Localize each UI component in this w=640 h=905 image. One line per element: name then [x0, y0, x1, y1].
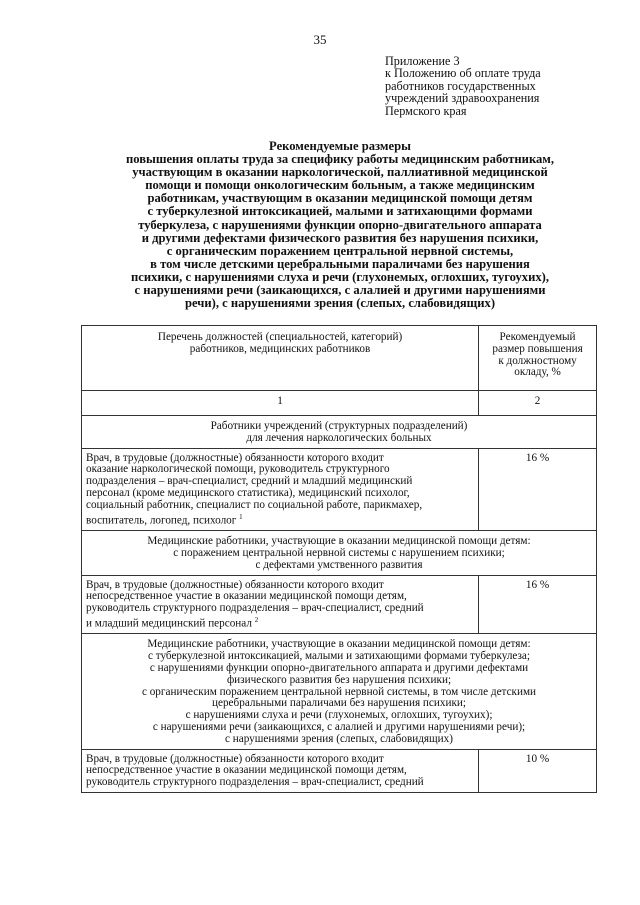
- section-line: с нарушениями слуха и речи (глухонемых, оглохших, тугоухих);: [185, 709, 493, 722]
- section-line: с поражением центральной нервной системы с нарушением психики;: [173, 546, 505, 559]
- appendix-line: работников государственных: [385, 78, 536, 93]
- page-number: 35: [313, 32, 327, 47]
- section-heading: [82, 634, 597, 749]
- header-rate-cell: [479, 326, 597, 391]
- section-line: церебральными параличами без нарушения психики;: [212, 697, 466, 710]
- appendix-line: Пермского края: [385, 103, 467, 118]
- header-line: к должностному: [498, 354, 577, 367]
- title-line: с нарушениями речи (заикающихся, с алалией и другими нарушениями: [134, 283, 546, 298]
- section-line: с дефектами умственного развития: [255, 558, 423, 571]
- position-cell: [82, 448, 479, 531]
- row-line: социальный работник, специалист по социальной работе, парикмахер,: [86, 498, 423, 511]
- header-line: Рекомендуемый: [499, 331, 576, 343]
- title-line: с туберкулезной интоксикацией, малыми и затихающими формами: [147, 204, 533, 219]
- row-line: оказание наркологической помощи, руководитель структурного: [86, 463, 390, 476]
- section-line: Медицинские работники, участвующие в оказании медицинской помощи детям:: [147, 535, 531, 548]
- section-line: с нарушениями речи (заикающихся, с алалией и другими нарушениями речи);: [152, 721, 526, 733]
- section-line: с нарушениями зрения (слепых, слабовидящих): [225, 732, 453, 745]
- header-line: окладу, %: [514, 366, 561, 379]
- header-line: Перечень должностей (специальностей, категорий): [157, 331, 403, 343]
- footnote-mark: 1: [239, 512, 243, 521]
- section-line: с туберкулезной интоксикацией, малыми и затихающими формами туберкулеза;: [147, 650, 531, 663]
- row-text: воспитатель, логопед, психолог: [86, 514, 237, 527]
- section-heading: [82, 531, 597, 575]
- title-line: с органическим поражением центральной нервной системы,: [166, 243, 514, 258]
- title-line: помощи и помощи онкологическим больным, а также медицинским: [145, 178, 535, 193]
- appendix-line: Приложение 3: [385, 54, 460, 68]
- column-numbers-row: [82, 391, 597, 416]
- footnote-mark: 2: [254, 615, 259, 624]
- appendix-line: к Положению об оплате труда: [385, 66, 541, 81]
- row-line: подразделения – врач-специалист, средний и младший медицинский: [86, 475, 413, 488]
- row-line: руководитель структурного подразделения – врач-специалист, средний: [86, 602, 424, 615]
- column-number: 1: [82, 391, 479, 416]
- row-line: руководитель структурного подразделения – врач-специалист, средний: [86, 776, 424, 789]
- section-line: Медицинские работники, участвующие в оказании медицинской помощи детям:: [147, 638, 531, 651]
- section-line: для лечения наркологических больных: [246, 431, 432, 444]
- header-line: размер повышения: [492, 342, 583, 355]
- table-header-row: [82, 326, 597, 391]
- table-row: [82, 749, 597, 792]
- section-row: [82, 634, 597, 749]
- section-line: физического развития без нарушения психики;: [226, 673, 452, 686]
- title-line: туберкулеза, с нарушениями функции опорно-двигательного аппарата: [138, 217, 542, 232]
- column-number: 2: [479, 391, 597, 416]
- rate-cell: 10 %: [479, 749, 597, 792]
- rates-table: [81, 325, 597, 793]
- rate-cell: 16 %: [479, 575, 597, 634]
- section-heading: [82, 416, 597, 449]
- section-row: [82, 531, 597, 575]
- row-text: и младший медицинский персонал: [86, 617, 252, 630]
- title-line: повышения оплаты труда за специфику работы медицинским работникам,: [125, 152, 555, 167]
- rate-cell: 16 %: [479, 448, 597, 531]
- row-line: непосредственное участие в оказании медицинской помощи детям,: [86, 764, 407, 777]
- title-line: речи), с нарушениями зрения (слепых, слабовидящих): [184, 296, 496, 311]
- row-line: непосредственное участие в оказании медицинской помощи детям,: [86, 590, 407, 603]
- position-cell: [82, 575, 479, 634]
- appendix-line: учреждений здравоохранения: [385, 91, 540, 106]
- row-line: [86, 615, 474, 631]
- title-line: Рекомендуемые размеры: [269, 139, 411, 153]
- title-line: в том числе детскими церебральными параличами без нарушения: [150, 256, 530, 271]
- row-line: персонал (кроме медицинского статистика), медицинский психолог,: [86, 486, 410, 499]
- section-line: Работники учреждений (структурных подразделений): [210, 420, 468, 432]
- header-positions-cell: [82, 326, 479, 391]
- table-row: [82, 448, 597, 531]
- row-line: Врач, в трудовые (должностные) обязанности которого входит: [86, 752, 384, 765]
- row-line: Врач, в трудовые (должностные) обязанности которого входит: [86, 451, 384, 464]
- section-row: [82, 416, 597, 449]
- title-line: работникам, участвующим в оказании медицинской помощи детям: [147, 191, 533, 206]
- header-line: работников, медицинских работников: [189, 342, 371, 355]
- title-line: и другими дефектами физического развития без нарушения психики,: [141, 230, 539, 245]
- document-title: [40, 140, 640, 310]
- appendix-note: [385, 55, 635, 117]
- section-line: с органическим поражением центральной нервной системы, в том числе детскими: [141, 685, 537, 698]
- title-line: психики, с нарушениями слуха и речи (глухонемых, оглохших, тугоухих),: [131, 269, 549, 284]
- section-line: с нарушениями функции опорно-двигательного аппарата и другими дефектами: [149, 662, 529, 675]
- row-line: [86, 512, 474, 528]
- row-line: Врач, в трудовые (должностные) обязанности которого входит: [86, 578, 384, 591]
- table-row: [82, 575, 597, 634]
- position-cell: [82, 749, 479, 792]
- title-line: участвующим в оказании наркологической, паллиативной медицинской: [132, 165, 548, 180]
